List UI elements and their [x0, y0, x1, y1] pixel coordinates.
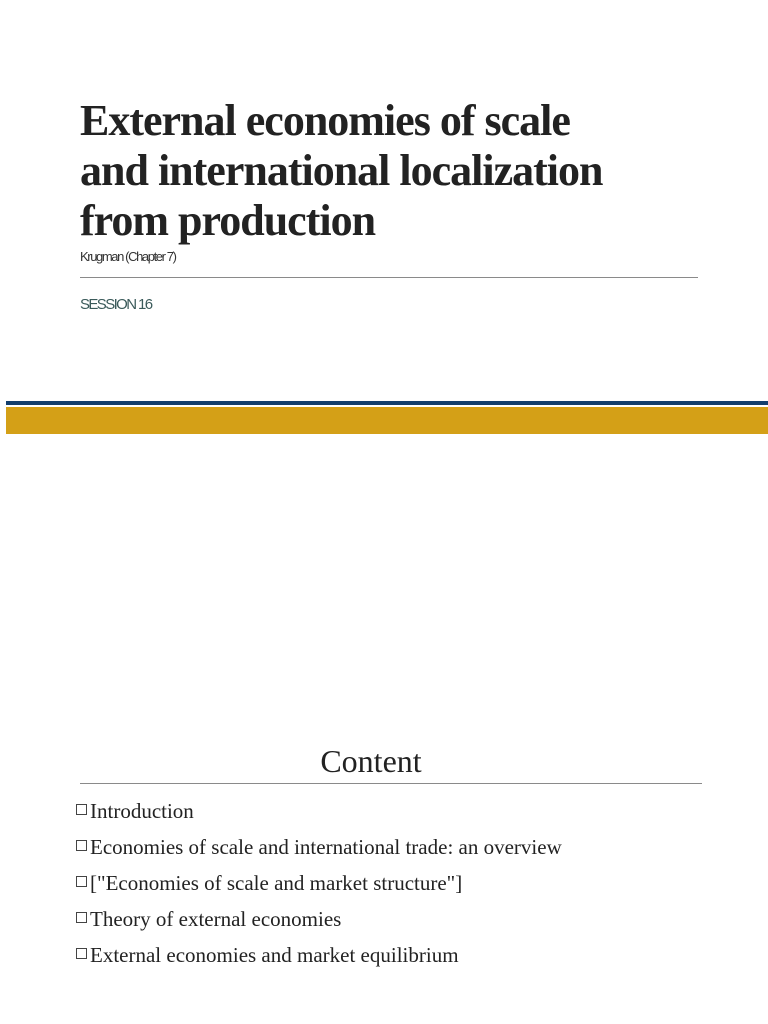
- list-item-text: Economies of scale and international trade: an overview: [90, 834, 562, 859]
- title-divider: [80, 277, 698, 278]
- list-item: [76, 901, 562, 937]
- checkbox-square-icon: [76, 840, 87, 851]
- slide-title-line-2: and international localization: [80, 146, 603, 195]
- content-heading: Content: [320, 743, 422, 779]
- decorative-gold-band: [6, 407, 768, 434]
- slide-subtitle: Krugman (Chapter 7): [80, 249, 176, 264]
- checkbox-square-icon: [76, 876, 87, 887]
- list-item-text: ["Economies of scale and market structure"]: [90, 870, 463, 895]
- list-item: [76, 937, 562, 973]
- checkbox-square-icon: [76, 912, 87, 923]
- slide-title-line-3: from production: [80, 196, 376, 245]
- content-list: [76, 793, 562, 973]
- checkbox-square-icon: [76, 948, 87, 959]
- list-item: [76, 865, 562, 901]
- list-item-text: Introduction: [90, 798, 194, 823]
- title-slide: [0, 0, 768, 440]
- slide-title-line-1: External economies of scale: [80, 96, 570, 145]
- list-item-text: External economies and market equilibrium: [90, 942, 459, 967]
- list-item: [76, 793, 562, 829]
- list-item: [76, 829, 562, 865]
- list-item-text: Theory of external economies: [90, 906, 342, 931]
- checkbox-square-icon: [76, 804, 87, 815]
- content-divider: [80, 783, 702, 784]
- session-label: SESSION 16: [80, 296, 152, 313]
- slide-title: [80, 96, 720, 246]
